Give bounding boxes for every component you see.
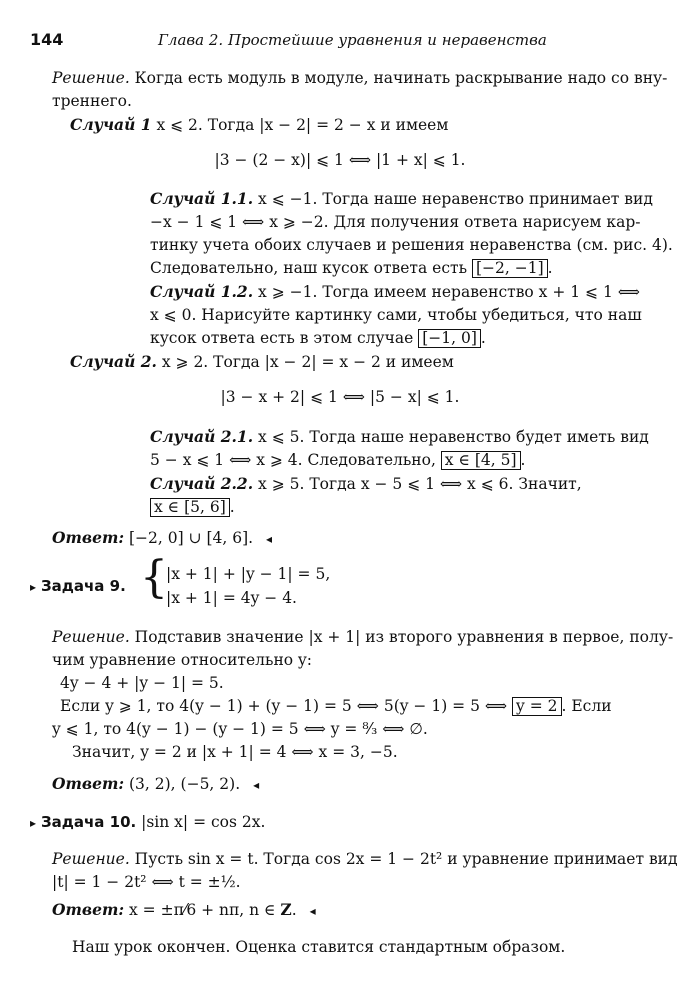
answer-label: Ответ: [52,528,125,547]
case-text: x ⩽ 2. Тогда |x − 2| = 2 − x и имеем [151,116,449,134]
period: . [547,259,553,277]
case-text: кусок ответа есть в этом случае [150,329,419,347]
case-text: x ⩽ −1. Тогда наше неравенство принимает вид [253,190,653,208]
solution-9-line-3: 4y − 4 + |y − 1| = 5. [60,674,224,692]
solution-label: Решение. [52,628,130,646]
task-marker-icon: ▸ [30,816,37,830]
task-label: Задача 10. [40,813,137,831]
page-number: 144 [30,30,64,49]
system-brace-icon: { [140,552,168,603]
case-2-1-line-1 [150,427,649,447]
solution-text: Когда есть модуль в модуле, начинать раскрывание надо со вну- [129,69,668,87]
answer-text: [−2, 0] ∪ [4, 6]. [124,529,254,547]
task-10-heading [30,812,265,833]
answer-1-line [52,528,272,549]
closing-remark: Наш урок окончен. Оценка ставится стандартным образом. [72,938,566,956]
solution-9-line-6: Значит, y = 2 и |x + 1| = 4 ⟺ x = 3, −5. [72,743,398,761]
equation-2: |3 − x + 2| ⩽ 1 ⟺ |5 − x| ⩽ 1. [220,388,460,406]
system-equation-a: |x + 1| + |y − 1| = 5, [166,565,331,583]
solution-label: Решение. [52,69,130,87]
boxed-answer: [−1, 0] [418,329,481,348]
case-text: Следовательно, наш кусок ответа есть [150,259,472,277]
boxed-answer: [−2, −1] [472,259,548,278]
case-1-line [70,115,448,135]
case-1-1-line-1 [150,189,653,209]
answer-text: x = ±π⁄6 + nπ, n ∈ [124,901,281,919]
solution-intro-line-2: треннего. [52,92,132,110]
case-label: Случай 1.1. [150,189,254,208]
task-9-heading [30,576,126,597]
answer-label: Ответ: [52,900,125,919]
period: . [291,901,297,919]
case-label: Случай 2. [70,352,157,371]
period: . [229,498,235,516]
case-text: x ⩾ 2. Тогда |x − 2| = x − 2 и имеем [156,353,454,371]
case-text: 5 − x ⩽ 1 ⟺ x ⩾ 4. Следовательно, [150,451,441,469]
task-text: |sin x| = cos 2x. [136,813,266,831]
solution-10-line-1 [52,849,678,869]
case-label: Случай 1 [70,115,152,134]
case-1-1-line-4 [150,258,553,278]
task-label: Задача 9. [40,577,126,595]
solution-intro-line-1 [52,68,667,88]
case-1-1-line-3: тинку учета обоих случаев и решения неравенства (см. рис. 4). [150,236,673,254]
boxed-answer: x ∈ [4, 5] [441,451,521,470]
case-1-2-line-3 [150,328,486,348]
chapter-title: Глава 2. Простейшие уравнения и неравенства [158,31,547,49]
solution-9-line-1 [52,627,673,647]
solution-10-line-2: |t| = 1 − 2t² ⟺ t = ±½. [52,873,241,891]
answer-10-line [52,900,316,921]
task-marker-icon: ▸ [30,580,37,594]
system-equation-b: |x + 1| = 4y − 4. [166,589,297,607]
solution-text: Подставив значение |x + 1| из второго уравнения в первое, полу- [129,628,674,646]
boxed-answer: y = 2 [512,697,561,716]
answer-9-line [52,774,259,795]
period: . [520,451,526,469]
solution-text-end: . Если [561,697,612,715]
case-1-1-line-2: −x − 1 ⩽ 1 ⟺ x ⩾ −2. Для получения ответа нарисуем кар- [150,213,641,231]
solution-text: Пусть sin x = t. Тогда cos 2x = 1 − 2t² и уравнение принимает вид [129,850,678,868]
case-label: Случай 1.2. [150,282,254,301]
case-label: Случай 2.2. [150,474,254,493]
end-of-solution-icon: ◂ [309,904,316,918]
end-of-solution-icon: ◂ [253,778,260,792]
case-label: Случай 2.1. [150,427,254,446]
case-2-1-line-2 [150,450,525,470]
boxed-answer: x ∈ [5, 6] [150,498,230,517]
case-2-2-line-1 [150,474,582,494]
solution-9-line-4 [60,696,612,716]
case-2-line [70,352,454,372]
solution-label: Решение. [52,850,130,868]
answer-label: Ответ: [52,774,125,793]
case-2-2-line-2 [150,497,235,517]
running-header [30,30,63,50]
solution-9-line-2: чим уравнение относительно y: [52,651,313,669]
solution-9-line-5: y ⩽ 1, то 4(y − 1) − (y − 1) = 5 ⟺ y = ⁸⁄₃ ⟺ ∅. [52,720,428,738]
integers-symbol: Z [280,900,292,919]
case-1-2-line-2: x ⩽ 0. Нарисуйте картинку сами, чтобы убедиться, что наш [150,306,642,324]
case-text: x ⩽ 5. Тогда наше неравенство будет иметь вид [253,428,649,446]
period: . [480,329,486,347]
case-1-2-line-1 [150,282,640,302]
solution-text: Если y ⩾ 1, то 4(y − 1) + (y − 1) = 5 ⟺ 5(y − 1) = 5 ⟺ [60,697,513,715]
case-text: x ⩾ 5. Тогда x − 5 ⩽ 1 ⟺ x ⩽ 6. Значит, [253,475,582,493]
equation-1: |3 − (2 − x)| ⩽ 1 ⟺ |1 + x| ⩽ 1. [214,151,466,169]
answer-text: (3, 2), (−5, 2). [124,775,241,793]
end-of-solution-icon: ◂ [266,532,273,546]
case-text: x ⩾ −1. Тогда имеем неравенство x + 1 ⩽ 1 ⟺ [253,283,640,301]
